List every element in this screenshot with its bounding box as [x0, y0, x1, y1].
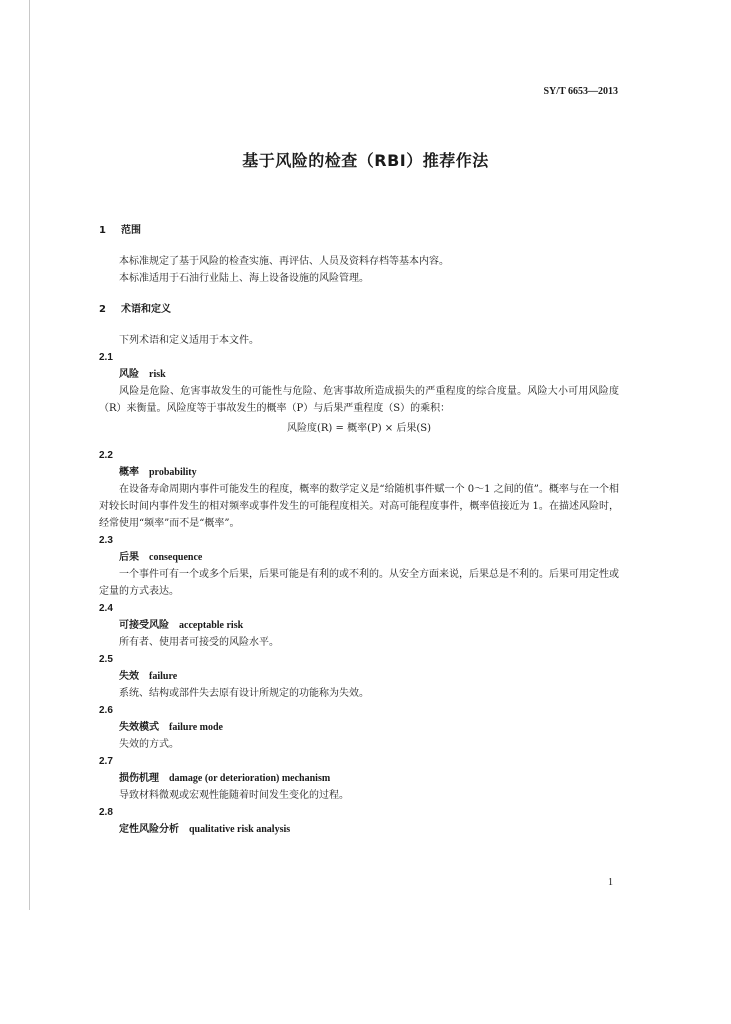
term-heading	[99, 770, 619, 787]
page-edge-rule	[29, 0, 30, 910]
section-number: 1	[99, 225, 106, 236]
clause-number: 2.4	[99, 603, 113, 614]
section-number: 2	[99, 304, 106, 315]
term-cn: 失效	[119, 671, 139, 682]
clause-number: 2.7	[99, 756, 113, 767]
term-definition: 一个事件可有一个或多个后果，后果可能是有利的或不利的。从安全方面来说，后果总是不利的。后果可用定性或定量的方式表达。	[99, 569, 619, 597]
term-definition: 风险是危险、危害事故发生的可能性与危险、危害事故所造成损失的严重程度的综合度量。风险大小可用风险度（R）来衡量。风险度等于事故发生的概率（P）与后果严重程度（S）的乘积：	[99, 386, 619, 414]
term-en: failure mode	[169, 722, 223, 733]
term-definition: 失效的方式。	[119, 739, 179, 750]
term-cn: 风险	[119, 369, 139, 380]
term-heading	[99, 719, 619, 736]
term-cn: 损伤机理	[119, 773, 159, 784]
term-en: failure	[149, 671, 178, 682]
term-cn: 可接受风险	[119, 620, 169, 631]
term-definition: 在设备寿命周期内事件可能发生的程度，概率的数学定义是“给随机事件赋一个 0～1 之间的值”。概率与在一个相对较长时间内事件发生的相对频率或事件发生的可能程度相关。对高可能程度事件，概率值接近为 1。在描述风险时，经常使用“频率”而不是“概率”。	[99, 484, 619, 529]
page-number: 1	[608, 877, 613, 888]
clause-number: 2.8	[99, 807, 113, 818]
term-en: risk	[149, 369, 166, 380]
clause-number: 2.1	[99, 352, 113, 363]
term-en: acceptable risk	[179, 620, 244, 631]
terms-intro: 下列术语和定义适用于本文件。	[119, 335, 259, 346]
standard-code: SY/T 6653—2013	[543, 86, 618, 97]
clause-number: 2.2	[99, 450, 113, 461]
term-en: consequence	[149, 552, 203, 563]
term-heading	[99, 668, 619, 685]
term-cn: 定性风险分析	[119, 824, 179, 835]
section-title: 术语和定义	[121, 304, 171, 315]
term-cn: 失效模式	[119, 722, 159, 733]
scope-paragraph: 本标准规定了基于风险的检查实施、再评估、人员及资料存档等基本内容。	[119, 256, 449, 267]
clause-number: 2.5	[99, 654, 113, 665]
term-heading	[99, 464, 619, 481]
term-heading	[99, 366, 619, 383]
document-body	[99, 222, 619, 838]
term-en: probability	[149, 467, 197, 478]
section-2-heading	[99, 301, 619, 318]
term-cn: 后果	[119, 552, 139, 563]
clause-number: 2.3	[99, 535, 113, 546]
term-heading	[99, 821, 619, 838]
scope-paragraph: 本标准适用于石油行业陆上、海上设备设施的风险管理。	[119, 273, 369, 284]
term-definition: 系统、结构或部件失去原有设计所规定的功能称为失效。	[119, 688, 369, 699]
term-heading	[99, 617, 619, 634]
term-cn: 概率	[119, 467, 139, 478]
term-definition: 导致材料微观或宏观性能随着时间发生变化的过程。	[119, 790, 349, 801]
term-en: damage (or deterioration) mechanism	[169, 773, 331, 784]
document-title: 基于风险的检查（RBI）推荐作法	[242, 151, 489, 170]
term-en: qualitative risk analysis	[189, 824, 291, 835]
clause-number: 2.6	[99, 705, 113, 716]
section-title: 范围	[121, 225, 141, 236]
term-definition: 所有者、使用者可接受的风险水平。	[119, 637, 279, 648]
section-1-heading	[99, 222, 619, 239]
risk-formula: 风险度(R) = 概率(P) × 后果(S)	[287, 423, 431, 434]
term-heading	[99, 549, 619, 566]
